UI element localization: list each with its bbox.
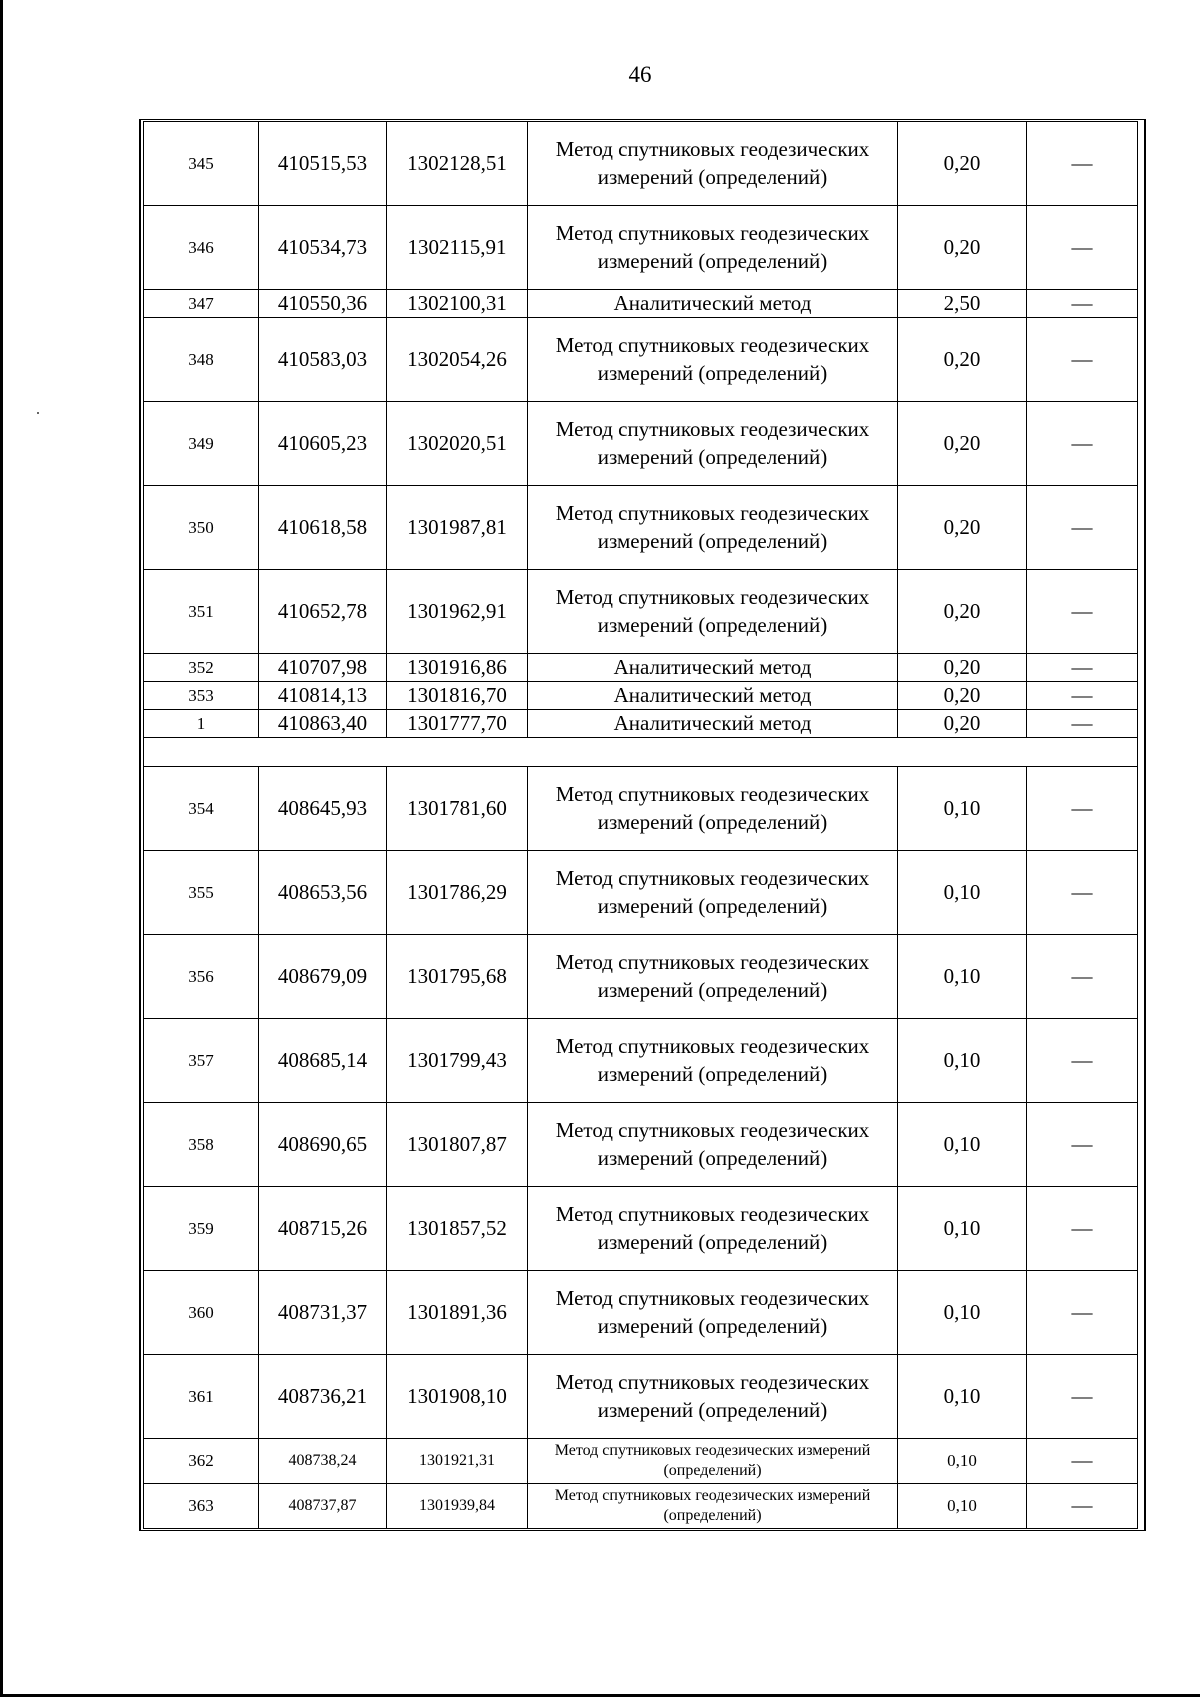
accuracy-cell: 0,20 <box>898 682 1027 710</box>
x-coordinate: 408738,24 <box>259 1439 387 1484</box>
method-cell: Метод спутниковых геодезических измерений (определений) <box>528 1271 898 1355</box>
note-cell: — <box>1027 710 1138 738</box>
y-coordinate: 1301816,70 <box>387 682 528 710</box>
x-coordinate: 408679,09 <box>259 935 387 1019</box>
y-coordinate: 1301857,52 <box>387 1187 528 1271</box>
y-coordinate: 1302054,26 <box>387 318 528 402</box>
x-coordinate: 410515,53 <box>259 122 387 206</box>
table-row <box>144 1355 1138 1439</box>
table-row <box>144 570 1138 654</box>
method-cell: Метод спутниковых геодезических измерений (определений) <box>528 570 898 654</box>
accuracy-cell: 0,20 <box>898 206 1027 290</box>
table-row <box>144 851 1138 935</box>
accuracy-cell: 0,10 <box>898 1439 1027 1484</box>
table-row <box>144 1019 1138 1103</box>
note-cell: — <box>1027 122 1138 206</box>
point-number: 356 <box>144 935 259 1019</box>
x-coordinate: 410583,03 <box>259 318 387 402</box>
note-cell: — <box>1027 1019 1138 1103</box>
point-number: 1 <box>144 710 259 738</box>
note-cell: — <box>1027 682 1138 710</box>
accuracy-cell: 0,10 <box>898 1271 1027 1355</box>
section-separator-row <box>144 738 1138 767</box>
scan-edge-left <box>0 0 3 1697</box>
y-coordinate: 1301891,36 <box>387 1271 528 1355</box>
y-coordinate: 1302128,51 <box>387 122 528 206</box>
method-cell: Метод спутниковых геодезических измерений (определений) <box>528 1355 898 1439</box>
note-cell: — <box>1027 1439 1138 1484</box>
x-coordinate: 408736,21 <box>259 1355 387 1439</box>
note-cell: — <box>1027 1271 1138 1355</box>
x-coordinate: 408690,65 <box>259 1103 387 1187</box>
method-cell: Метод спутниковых геодезических измерений (определений) <box>528 1187 898 1271</box>
x-coordinate: 410863,40 <box>259 710 387 738</box>
table-row <box>144 402 1138 486</box>
y-coordinate: 1301799,43 <box>387 1019 528 1103</box>
table-row <box>144 710 1138 738</box>
x-coordinate: 410605,23 <box>259 402 387 486</box>
accuracy-cell: 0,20 <box>898 654 1027 682</box>
table-row <box>144 1271 1138 1355</box>
accuracy-cell: 0,20 <box>898 402 1027 486</box>
table-row <box>144 1484 1138 1529</box>
scan-speck <box>37 412 39 414</box>
table-row <box>144 682 1138 710</box>
point-number: 352 <box>144 654 259 682</box>
accuracy-cell: 0,10 <box>898 1019 1027 1103</box>
x-coordinate: 408685,14 <box>259 1019 387 1103</box>
coordinates-table <box>143 121 1138 1529</box>
note-cell: — <box>1027 1484 1138 1529</box>
y-coordinate: 1301786,29 <box>387 851 528 935</box>
point-number: 358 <box>144 1103 259 1187</box>
table-row <box>144 1439 1138 1484</box>
accuracy-cell: 0,10 <box>898 1103 1027 1187</box>
note-cell: — <box>1027 1103 1138 1187</box>
method-cell: Аналитический метод <box>528 290 898 318</box>
page-number: 46 <box>628 62 652 87</box>
note-cell: — <box>1027 1187 1138 1271</box>
point-number: 357 <box>144 1019 259 1103</box>
point-number: 346 <box>144 206 259 290</box>
table-row <box>144 290 1138 318</box>
x-coordinate: 408737,87 <box>259 1484 387 1529</box>
method-cell: Метод спутниковых геодезических измерений (определений) <box>528 1484 898 1529</box>
y-coordinate: 1301908,10 <box>387 1355 528 1439</box>
point-number: 354 <box>144 767 259 851</box>
x-coordinate: 410534,73 <box>259 206 387 290</box>
note-cell: — <box>1027 486 1138 570</box>
point-number: 345 <box>144 122 259 206</box>
method-cell: Метод спутниковых геодезических измерений (определений) <box>528 402 898 486</box>
accuracy-cell: 0,10 <box>898 935 1027 1019</box>
point-number: 348 <box>144 318 259 402</box>
accuracy-cell: 0,20 <box>898 570 1027 654</box>
point-number: 353 <box>144 682 259 710</box>
y-coordinate: 1301939,84 <box>387 1484 528 1529</box>
table-row <box>144 318 1138 402</box>
accuracy-cell: 0,20 <box>898 122 1027 206</box>
point-number: 355 <box>144 851 259 935</box>
accuracy-cell: 0,20 <box>898 710 1027 738</box>
point-number: 362 <box>144 1439 259 1484</box>
x-coordinate: 408645,93 <box>259 767 387 851</box>
note-cell: — <box>1027 851 1138 935</box>
table-row <box>144 486 1138 570</box>
x-coordinate: 410550,36 <box>259 290 387 318</box>
x-coordinate: 410814,13 <box>259 682 387 710</box>
y-coordinate: 1301795,68 <box>387 935 528 1019</box>
table-row <box>144 767 1138 851</box>
coordinates-table-frame <box>139 119 1146 1531</box>
accuracy-cell: 0,10 <box>898 1355 1027 1439</box>
note-cell: — <box>1027 318 1138 402</box>
table-row <box>144 1187 1138 1271</box>
x-coordinate: 408715,26 <box>259 1187 387 1271</box>
method-cell: Метод спутниковых геодезических измерений (определений) <box>528 486 898 570</box>
table-row <box>144 206 1138 290</box>
method-cell: Метод спутниковых геодезических измерений (определений) <box>528 935 898 1019</box>
x-coordinate: 410707,98 <box>259 654 387 682</box>
point-number: 347 <box>144 290 259 318</box>
method-cell: Метод спутниковых геодезических измерений (определений) <box>528 767 898 851</box>
point-number: 360 <box>144 1271 259 1355</box>
note-cell: — <box>1027 402 1138 486</box>
point-number: 359 <box>144 1187 259 1271</box>
method-cell: Аналитический метод <box>528 654 898 682</box>
method-cell: Метод спутниковых геодезических измерений (определений) <box>528 318 898 402</box>
method-cell: Метод спутниковых геодезических измерений (определений) <box>528 1439 898 1484</box>
method-cell: Аналитический метод <box>528 682 898 710</box>
y-coordinate: 1301987,81 <box>387 486 528 570</box>
y-coordinate: 1302100,31 <box>387 290 528 318</box>
note-cell: — <box>1027 654 1138 682</box>
note-cell: — <box>1027 935 1138 1019</box>
y-coordinate: 1301921,31 <box>387 1439 528 1484</box>
accuracy-cell: 0,20 <box>898 486 1027 570</box>
x-coordinate: 408653,56 <box>259 851 387 935</box>
point-number: 363 <box>144 1484 259 1529</box>
y-coordinate: 1301962,91 <box>387 570 528 654</box>
y-coordinate: 1302115,91 <box>387 206 528 290</box>
table-row <box>144 1103 1138 1187</box>
note-cell: — <box>1027 290 1138 318</box>
method-cell: Метод спутниковых геодезических измерений (определений) <box>528 206 898 290</box>
accuracy-cell: 0,10 <box>898 1187 1027 1271</box>
accuracy-cell: 0,10 <box>898 1484 1027 1529</box>
method-cell: Метод спутниковых геодезических измерений (определений) <box>528 1103 898 1187</box>
x-coordinate: 410618,58 <box>259 486 387 570</box>
note-cell: — <box>1027 206 1138 290</box>
accuracy-cell: 0,20 <box>898 318 1027 402</box>
method-cell: Метод спутниковых геодезических измерений (определений) <box>528 1019 898 1103</box>
y-coordinate: 1301777,70 <box>387 710 528 738</box>
y-coordinate: 1301807,87 <box>387 1103 528 1187</box>
method-cell: Аналитический метод <box>528 710 898 738</box>
point-number: 351 <box>144 570 259 654</box>
accuracy-cell: 2,50 <box>898 290 1027 318</box>
note-cell: — <box>1027 570 1138 654</box>
table-row <box>144 654 1138 682</box>
method-cell: Метод спутниковых геодезических измерений (определений) <box>528 122 898 206</box>
y-coordinate: 1301916,86 <box>387 654 528 682</box>
table-row <box>144 935 1138 1019</box>
method-cell: Метод спутниковых геодезических измерений (определений) <box>528 851 898 935</box>
y-coordinate: 1302020,51 <box>387 402 528 486</box>
x-coordinate: 410652,78 <box>259 570 387 654</box>
table-row <box>144 122 1138 206</box>
point-number: 350 <box>144 486 259 570</box>
point-number: 361 <box>144 1355 259 1439</box>
accuracy-cell: 0,10 <box>898 851 1027 935</box>
point-number: 349 <box>144 402 259 486</box>
x-coordinate: 408731,37 <box>259 1271 387 1355</box>
separator-cell <box>144 738 1138 767</box>
note-cell: — <box>1027 767 1138 851</box>
accuracy-cell: 0,10 <box>898 767 1027 851</box>
note-cell: — <box>1027 1355 1138 1439</box>
y-coordinate: 1301781,60 <box>387 767 528 851</box>
